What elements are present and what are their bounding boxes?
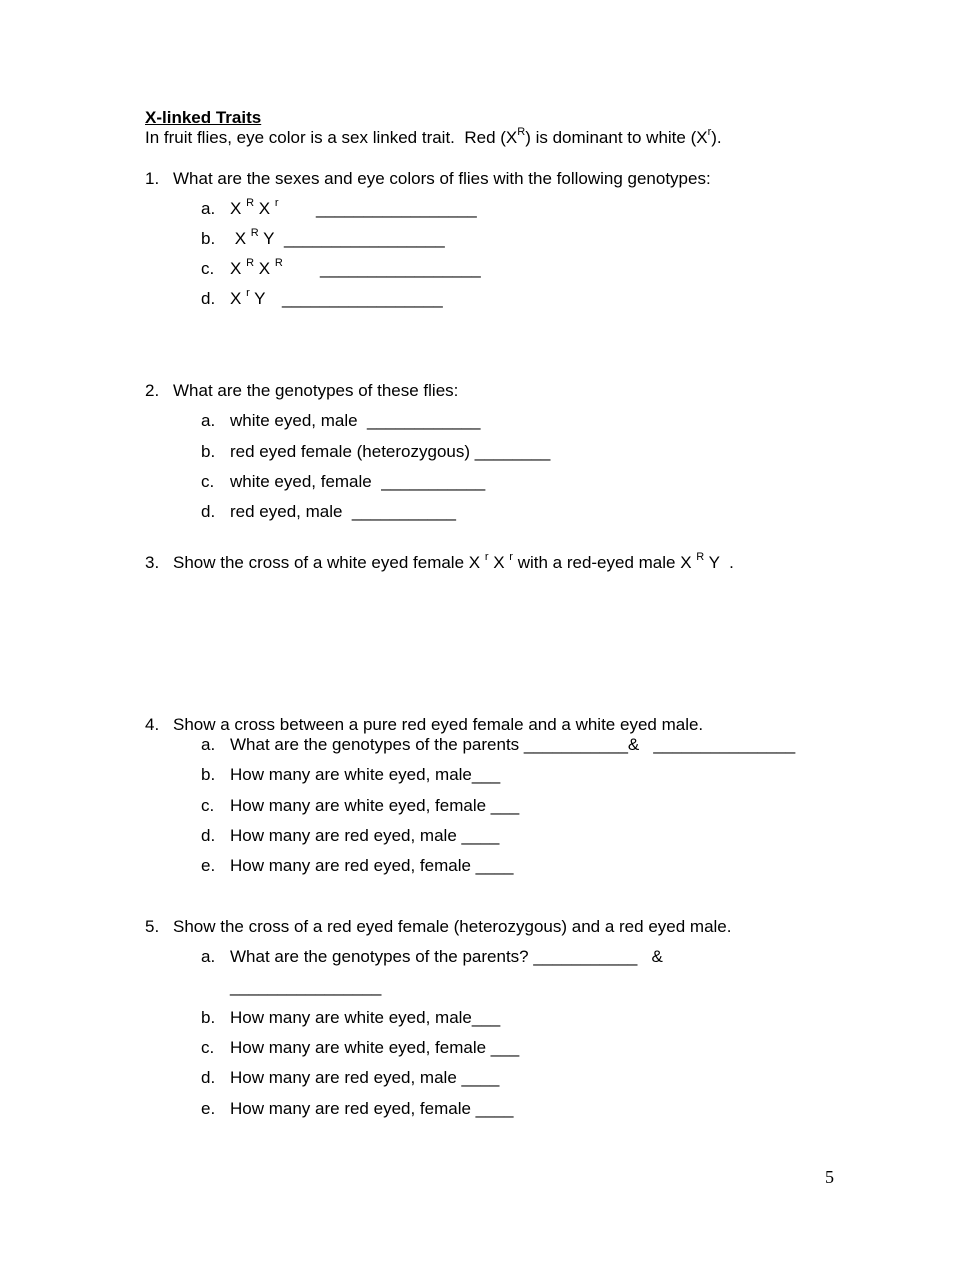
q5-item-text[interactable]: How many are red eyed, male ____ [230, 1068, 500, 1087]
q2-item-letter: b. [201, 442, 216, 461]
q1-item-genotype: X $^R$ X $^R$ [230, 257, 283, 278]
q1-item-letter: c. [201, 259, 215, 278]
q1-item-blank[interactable]: _________________ [282, 289, 443, 308]
question-2-number: 2. [145, 381, 160, 400]
q5-item-text[interactable]: How many are white eyed, male___ [230, 1008, 501, 1027]
q1-item-genotype: X $^r$ Y [230, 287, 266, 308]
q5-item-letter: a. [201, 947, 216, 966]
question-1-text: What are the sexes and eye colors of flies with the following genotypes: [173, 169, 711, 188]
page-title: X-linked Traits [145, 108, 262, 127]
question-2-text: What are the genotypes of these flies: [173, 381, 459, 400]
q1-item-genotype: X $^R$ Y [230, 227, 275, 248]
intro-text: In fruit flies, eye color is a sex linked trait. Red $(X^R)$ is dominant to white $(X^r)$. [145, 126, 722, 147]
q2-item-text[interactable]: red eyed, male ___________ [230, 502, 456, 521]
question-4-text: Show a cross between a pure red eyed female and a white eyed male. [173, 715, 704, 734]
q4-item-letter: e. [201, 856, 216, 875]
q5-item-text[interactable]: How many are white eyed, female ___ [230, 1038, 520, 1057]
q1-item-blank[interactable]: _________________ [284, 229, 445, 248]
q1-item-blank[interactable]: _________________ [316, 199, 477, 218]
q4-item-text[interactable]: How many are white eyed, male___ [230, 765, 501, 784]
q2-item-letter: c. [201, 472, 215, 491]
question-3-number: 3. [145, 553, 160, 572]
question-5-text: Show the cross of a red eyed female (heterozygous) and a red eyed male. [173, 917, 732, 936]
q5-item-letter: d. [201, 1068, 216, 1087]
q2-item-letter: d. [201, 502, 216, 521]
q4-item-letter: b. [201, 765, 216, 784]
q4-item-letter: d. [201, 826, 216, 845]
q4-item-text[interactable]: What are the genotypes of the parents ___________& _______________ [230, 735, 796, 754]
q5-item-blank[interactable]: ________________ [230, 977, 382, 996]
q5-item-letter: c. [201, 1038, 215, 1057]
q5-item-text[interactable]: What are the genotypes of the parents? ___________ & [230, 947, 663, 966]
q4-item-text[interactable]: How many are white eyed, female ___ [230, 796, 520, 815]
q1-item-genotype: X $^R$ X $^r$ [230, 197, 279, 218]
q2-item-text[interactable]: white eyed, male ____________ [230, 411, 481, 430]
question-4-number: 4. [145, 715, 160, 734]
q4-item-text[interactable]: How many are red eyed, female ____ [230, 856, 514, 875]
page-number: 5 [825, 1167, 834, 1187]
question-3-text: Show the cross of a white eyed female X $^r$ X $^r$ with a red-eyed male X $^R$ Y . [173, 551, 734, 572]
q1-item-letter: d. [201, 289, 216, 308]
q4-item-text[interactable]: How many are red eyed, male ____ [230, 826, 500, 845]
q4-item-letter: c. [201, 796, 215, 815]
question-1-number: 1. [145, 169, 160, 188]
q2-item-letter: a. [201, 411, 216, 430]
question-5-number: 5. [145, 917, 160, 936]
q1-item-letter: b. [201, 229, 216, 248]
q2-item-text[interactable]: white eyed, female ___________ [230, 472, 486, 491]
q5-item-letter: b. [201, 1008, 216, 1027]
q1-item-letter: a. [201, 199, 216, 218]
q5-item-letter: e. [201, 1099, 216, 1118]
q5-item-text[interactable]: How many are red eyed, female ____ [230, 1099, 514, 1118]
q4-item-letter: a. [201, 735, 216, 754]
q1-item-blank[interactable]: _________________ [320, 259, 481, 278]
q2-item-text[interactable]: red eyed female (heterozygous) ________ [230, 442, 551, 461]
